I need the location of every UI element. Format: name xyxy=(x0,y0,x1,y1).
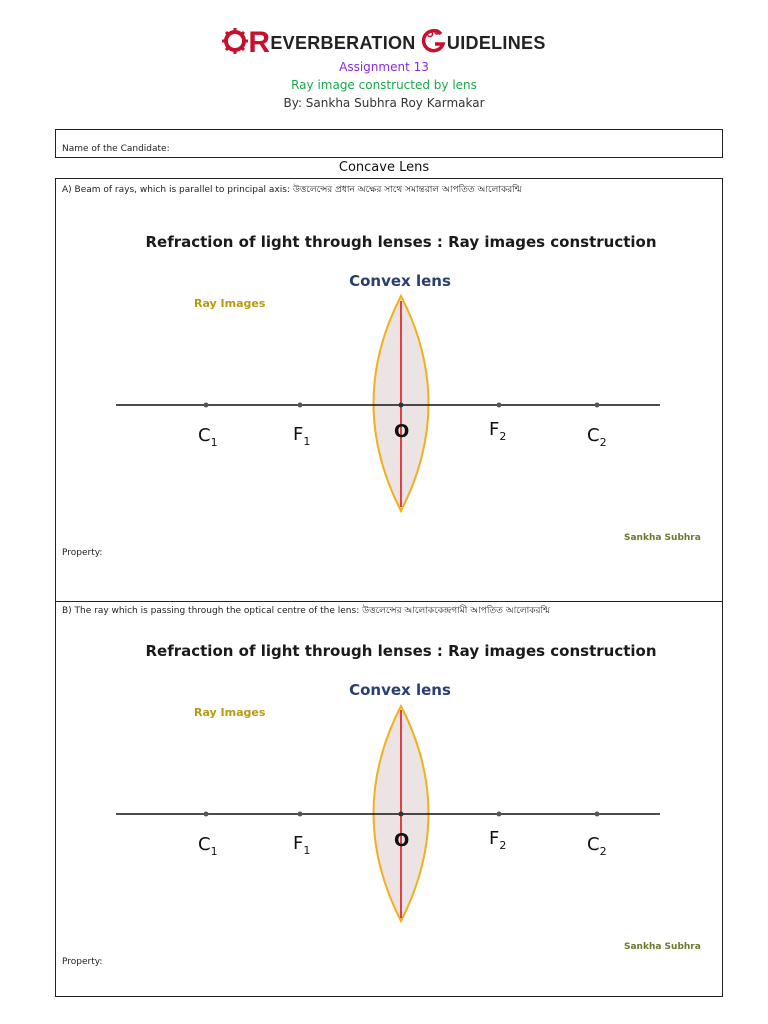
label-o: O xyxy=(394,830,410,851)
lens-name: Convex lens xyxy=(349,681,451,699)
label-c1: $C_1$ xyxy=(198,834,218,858)
section-title: Concave Lens xyxy=(338,160,430,175)
candidate-name-label: Name of the Candidate: xyxy=(62,144,170,154)
question-b-heading: B) The ray which is passing through the optical centre of the lens: উত্তলেন্সের আলোককেন্দ্রগামী আপতিত আলোকরশ্মি xyxy=(62,606,551,616)
assignment-topic: Ray image constructed by lens xyxy=(291,78,477,92)
lens-diagram-a xyxy=(56,179,722,601)
label-f1: $F_1$ xyxy=(293,424,311,448)
logo xyxy=(0,26,768,60)
logo-r: R xyxy=(248,26,271,59)
point-f2 xyxy=(497,812,502,817)
point-f2 xyxy=(497,403,502,408)
point-f1 xyxy=(298,812,303,817)
label-c2: $C_2$ xyxy=(587,834,607,858)
lens-name: Convex lens xyxy=(349,272,451,290)
author-line: By: Sankha Subhra Roy Karmakar xyxy=(283,96,485,110)
point-f1 xyxy=(298,403,303,408)
gear-logo-icon xyxy=(222,28,248,54)
point-o xyxy=(399,812,404,817)
diagram-credit: Sankha Subhra xyxy=(624,942,701,952)
property-label-a: Property: xyxy=(62,548,103,558)
label-f1: $F_1$ xyxy=(293,833,311,857)
property-label-b: Property: xyxy=(62,957,103,967)
point-c1 xyxy=(204,812,209,817)
g-logo-icon xyxy=(421,28,447,54)
point-c2 xyxy=(595,812,600,817)
question-b xyxy=(55,600,723,997)
point-c1 xyxy=(204,403,209,408)
label-c2: $C_2$ xyxy=(587,425,607,449)
ray-images-tag: Ray Images xyxy=(194,706,266,719)
ray-images-tag: Ray Images xyxy=(194,297,266,310)
label-f2: $F_2$ xyxy=(489,419,507,443)
assignment-number: Assignment 13 xyxy=(339,60,429,74)
diagram-credit: Sankha Subhra xyxy=(624,533,701,543)
diagram-title: Refraction of light through lenses : Ray images construction xyxy=(145,642,657,660)
label-f2: $F_2$ xyxy=(489,828,507,852)
lens-diagram-b xyxy=(56,600,722,996)
label-c1: $C_1$ xyxy=(198,425,218,449)
logo-word-1: EVERBERATION xyxy=(270,33,416,53)
question-a-heading: A) Beam of rays, which is parallel to principal axis: উত্তলেন্সের প্রধান অক্ষের সাথে সমান্তরাল আপতিত আলোকরশ্মি xyxy=(62,185,522,195)
point-c2 xyxy=(595,403,600,408)
diagram-title: Refraction of light through lenses : Ray images construction xyxy=(145,233,657,251)
logo-word-2: UIDELINES xyxy=(446,33,546,53)
label-o: O xyxy=(394,421,410,442)
candidate-name-field[interactable] xyxy=(55,129,723,158)
point-o xyxy=(399,403,404,408)
question-a xyxy=(55,178,723,602)
